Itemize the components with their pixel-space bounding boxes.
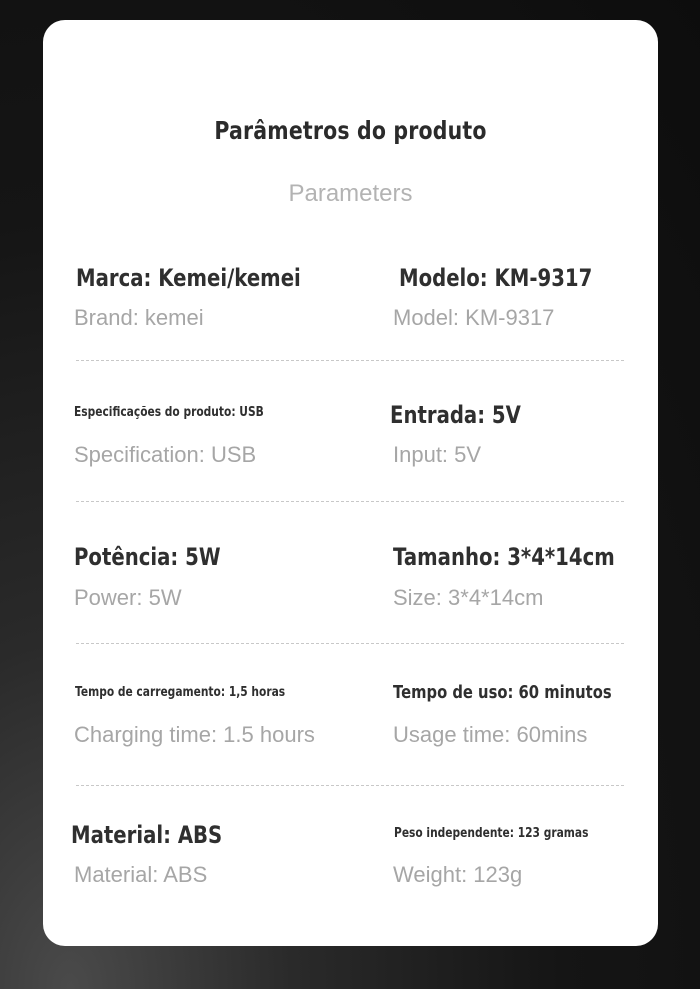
specification-label-en: Specification: USB — [74, 442, 257, 467]
parameters-card — [43, 20, 658, 946]
size-label-en: Size: 3*4*14cm — [393, 585, 544, 610]
weight-label-en: Weight: 123g — [393, 862, 523, 887]
size-label-pt: Tamanho: 3*4*14cm — [393, 543, 615, 571]
model-label-en: Model: KM-9317 — [393, 305, 555, 330]
power-label-pt: Potência: 5W — [74, 543, 221, 571]
row-divider — [76, 360, 624, 361]
row-divider — [76, 643, 624, 644]
page-subtitle: Parameters — [288, 180, 413, 207]
usage-time-label-pt: Tempo de uso: 60 minutos — [393, 682, 612, 703]
input-label-en: Input: 5V — [393, 442, 482, 467]
page-title: Parâmetros do produto — [214, 116, 487, 145]
brand-label-en: Brand: kemei — [74, 305, 204, 330]
material-label-pt: Material: ABS — [71, 821, 223, 849]
power-label-en: Power: 5W — [74, 585, 182, 610]
charging-time-label-en: Charging time: 1.5 hours — [74, 722, 315, 747]
weight-label-pt: Peso independente: 123 gramas — [394, 826, 589, 841]
material-label-en: Material: ABS — [74, 862, 208, 887]
usage-time-label-en: Usage time: 60mins — [393, 722, 588, 747]
model-label-pt: Modelo: KM-9317 — [399, 264, 593, 292]
row-divider — [76, 501, 624, 502]
brand-label-pt: Marca: Kemei/kemei — [76, 264, 301, 292]
row-divider — [76, 785, 624, 786]
input-label-pt: Entrada: 5V — [390, 401, 521, 429]
specification-label-pt: Especificações do produto: USB — [74, 405, 264, 420]
charging-time-label-pt: Tempo de carregamento: 1,5 horas — [75, 685, 286, 700]
